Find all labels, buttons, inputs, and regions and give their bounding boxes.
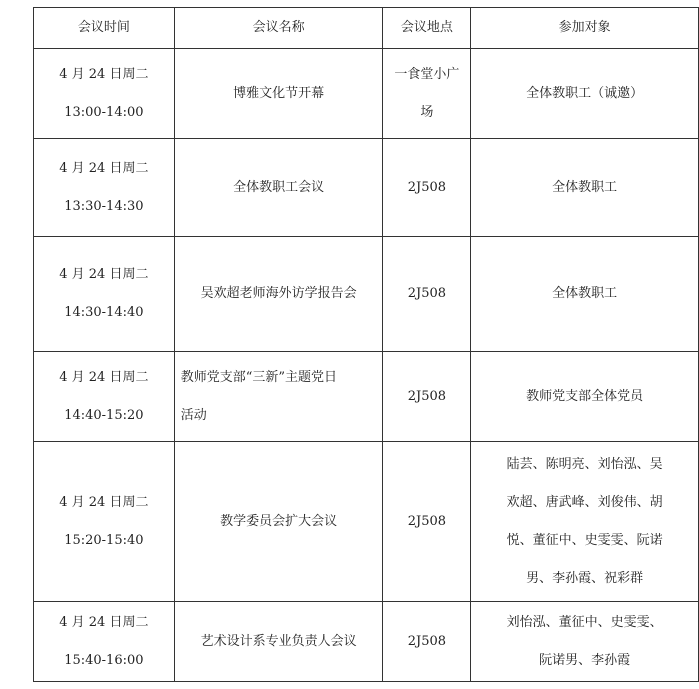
attendees-text: 悦、董征中、史雯雯、阮诺 xyxy=(506,532,663,548)
location-text: 2J508 xyxy=(407,286,447,301)
attendees-text: 全体教职工 xyxy=(552,179,618,195)
meeting-name-text: 教学委员会扩大会议 xyxy=(220,513,338,529)
table-row xyxy=(34,237,699,352)
table-row xyxy=(34,352,699,442)
location-cell xyxy=(383,352,471,442)
date-text: 4 月 24 日周二 xyxy=(59,369,149,385)
time-text: 14:30-14:40 xyxy=(64,305,144,320)
name-cell xyxy=(174,442,383,602)
attendees-text: 男、李孙霞、祝彩群 xyxy=(526,570,644,586)
meeting-name-text: 活动 xyxy=(180,407,207,423)
time-cell xyxy=(34,352,175,442)
attendees-text: 教师党支部全体党员 xyxy=(526,388,644,404)
table-row xyxy=(34,49,699,139)
meeting-name-text: 教师党支部“三新”主题党日 xyxy=(180,369,338,385)
location-text: 2J508 xyxy=(407,179,447,195)
time-text: 13:00-14:00 xyxy=(64,104,144,120)
meeting-name-text: 吴欢超老师海外访学报告会 xyxy=(200,286,357,301)
attendees-cell xyxy=(471,49,699,139)
name-cell xyxy=(174,602,383,682)
table-row xyxy=(34,442,699,602)
location-cell xyxy=(383,139,471,237)
date-text: 4 月 24 日周二 xyxy=(59,494,149,510)
meeting-name-text: 博雅文化节开幕 xyxy=(233,85,325,101)
location-text: 场 xyxy=(420,104,434,120)
attendees-cell xyxy=(471,352,699,442)
attendees-cell xyxy=(471,602,699,682)
meeting-name-text: 艺术设计系专业负责人会议 xyxy=(200,633,357,649)
attendees-text: 欢超、唐武峰、刘俊伟、胡 xyxy=(506,494,663,510)
time-cell xyxy=(34,442,175,602)
date-text: 4 月 24 日周二 xyxy=(59,66,149,82)
name-cell xyxy=(174,49,383,139)
time-cell xyxy=(34,602,175,682)
name-cell xyxy=(174,139,383,237)
location-cell xyxy=(383,602,471,682)
name-cell xyxy=(174,352,383,442)
location-text: 2J508 xyxy=(407,513,447,529)
date-text: 4 月 24 日周二 xyxy=(59,267,149,282)
location-text: 2J508 xyxy=(407,633,447,649)
date-text: 4 月 24 日周二 xyxy=(59,614,149,630)
date-text: 4 月 24 日周二 xyxy=(59,160,149,176)
time-cell xyxy=(34,49,175,139)
time-text: 15:20-15:40 xyxy=(64,532,144,548)
name-cell xyxy=(174,237,383,352)
header-time: 会议时间 xyxy=(34,8,175,49)
time-cell xyxy=(34,139,175,237)
location-text: 一食堂小广 xyxy=(394,66,460,82)
header-row xyxy=(34,8,699,49)
header-location: 会议地点 xyxy=(383,8,471,49)
time-text: 14:40-15:20 xyxy=(64,407,144,423)
attendees-cell xyxy=(471,237,699,352)
attendees-text: 陆芸、陈明亮、刘怡泓、吴 xyxy=(506,456,663,472)
meeting-name-text: 全体教职工会议 xyxy=(233,179,325,195)
time-cell xyxy=(34,237,175,352)
header-name: 会议名称 xyxy=(174,8,383,49)
attendees-text: 全体教职工（诚邀） xyxy=(526,85,644,101)
attendees-text: 刘怡泓、董征中、史雯雯、 xyxy=(506,614,663,630)
meeting-schedule-table xyxy=(33,7,699,682)
attendees-cell xyxy=(471,442,699,602)
attendees-cell xyxy=(471,139,699,237)
header-attendees: 参加对象 xyxy=(471,8,699,49)
attendees-text: 阮诺男、李孙霞 xyxy=(539,652,631,668)
table-row xyxy=(34,602,699,682)
location-cell xyxy=(383,442,471,602)
table-row xyxy=(34,139,699,237)
location-cell xyxy=(383,49,471,139)
time-text: 15:40-16:00 xyxy=(64,652,144,668)
time-text: 13:30-14:30 xyxy=(64,198,144,214)
location-cell xyxy=(383,237,471,352)
location-text: 2J508 xyxy=(407,388,447,404)
attendees-text: 全体教职工 xyxy=(552,286,618,301)
